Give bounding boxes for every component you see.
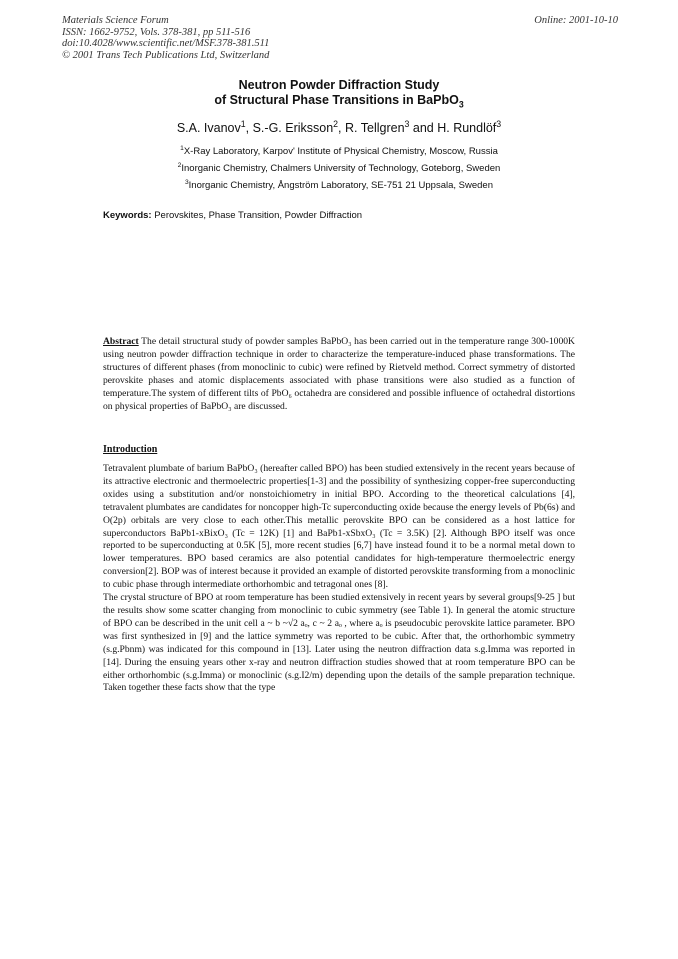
keywords-label: Keywords:	[103, 210, 152, 221]
doi-line: doi:10.4028/www.scientific.net/MSF.378-381.511	[62, 38, 270, 49]
paragraph: Tetravalent plumbate of barium BaPbO₃ (hereafter called BPO) has been studied extensively in the recent years because of its attractive electronic and thermoelectric properties[1-3] and the possibility of synthesizing copper-free superconducting oxides using a substitution and/or nonstoichiometry in initial BPO. According to the theoretical calculations [4], tetravalent plumbates are candidates for noncopper high-Tc superconducting oxide because the energy levels of Pb(6s) and O(2p) orbitals are very close to each other.This metallic perovskite BPO can be considered as a host lattice for superconductors BaPb1-xBixO₃ (Tc = 12K) [1] and BaPb1-xSbxO₃ (Tc = 3.5K) [2]. Although BPO itself was once reported to be superconducting at 0.5K [5], more recent studies [6,7] have instead found it to be a normal metal down to lower temperatures. BPO based ceramics are also potential candidates for high-temperature thermoelectric energy conversion[2]. BOP was of interest because it provided an example of distorted perovskite transforming from a monoclinic to cubic phase through intermediate orthorhombic and tetragonal ones [8].	[103, 463, 576, 591]
author-list	[0, 118, 678, 135]
affiliation-text: Inorganic Chemistry, Ångström Laboratory, SE-751 21 Uppsala, Sweden	[188, 180, 494, 191]
author	[252, 118, 345, 135]
author	[176, 118, 253, 135]
title-line-2-text: of Structural Phase Transitions in BaPbO	[214, 93, 459, 107]
abstract-label: Abstract	[103, 336, 139, 347]
section-heading-introduction: Introduction	[103, 444, 158, 455]
keywords	[103, 210, 362, 221]
author-affil-mark: 2	[333, 118, 339, 129]
abstract	[103, 336, 575, 413]
abstract-text: The detail structural study of powder samples BaPbO₃ has been carried out in the temperature range 300-1000K using neutron powder diffraction technique in order to characterize the temperature-induced phase transformations. The structures of different phases (from monoclinic to cubic) were refined by Rietveld method. Correct symmetry of distorted perovskite phases and atomic displacements associated with phase transitions were also studied as a function of temperature.The system of different tilts of PbO₆ octahedra are considered and possible influence of octahedral distortions on physical properties of BaPbO₃ are discussed.	[103, 336, 575, 412]
affiliation-mark: 1	[180, 144, 184, 152]
keywords-text: Perovskites, Phase Transition, Powder Diffraction	[151, 210, 363, 221]
affiliation-text: X-Ray Laboratory, Karpov' Institute of Physical Chemistry, Moscow, Russia	[183, 146, 498, 157]
author-affil-mark: 3	[404, 118, 410, 129]
paragraph: The crystal structure of BPO at room temperature has been studied extensively in recent years by several groups[9-25 ] but the results show some scatter changing from monoclinic to cubic symmetry (see Table 1). In general the atomic structure of BPO can be described in the unit cell a ~ b ~√2 aₒ, c ~ 2 aₒ , where aₒ is pseudocubic perovskite lattice parameter. BPO was first synthesized in [9] and the lattice symmetry was reported to be cubic. After that, the orthorhombic symmetry (s.g.Pbnm) was indicated for this compound in [13]. Later using the neutron diffraction data s.g.Imma was reported in [14]. During the ensuing years other x-ray and neutron diffraction studies showed that at room temperature BPO can be either orthorhombic (s.g.Imma) or monoclinic (s.g.I2/m) depending upon the details of the sample preparation technique. Taken together these facts show that the type	[103, 592, 575, 694]
affiliation	[0, 160, 678, 177]
affiliation	[0, 177, 678, 194]
author	[437, 118, 502, 135]
issn-line: ISSN: 1662-9752, Vols. 378-381, pp 511-516	[62, 26, 251, 38]
author-name: H. Rundlöf	[437, 121, 497, 135]
author-separator: ,	[338, 121, 345, 135]
introduction-body	[103, 463, 575, 695]
author-affil-mark: 1	[240, 118, 246, 129]
author-name: S.-G. Eriksson	[252, 121, 334, 135]
affiliation-mark: 2	[177, 161, 182, 169]
author-affil-mark: 3	[496, 118, 502, 129]
affiliation-text: Inorganic Chemistry, Chalmers University of Technology, Goteborg, Sweden	[181, 163, 501, 174]
author-name: S.A. Ivanov	[176, 121, 241, 135]
affiliation	[0, 143, 678, 160]
title-line-2	[0, 93, 678, 108]
journal-name: Materials Science Forum	[62, 15, 169, 26]
online-date: Online: 2001-10-10	[534, 15, 618, 26]
author-name: R. Tellgren	[345, 121, 405, 135]
author	[345, 118, 438, 135]
copyright-line: © 2001 Trans Tech Publications Ltd, Switzerland	[62, 49, 270, 61]
header-meta	[62, 15, 269, 61]
affiliation-mark: 3	[184, 178, 189, 186]
title-subscript: 3	[458, 99, 464, 110]
author-separator: and	[409, 121, 438, 135]
author-separator: ,	[245, 121, 253, 135]
affiliation-list	[0, 143, 678, 194]
paper-title	[0, 78, 678, 108]
title-line-1: Neutron Powder Diffraction Study	[238, 78, 440, 92]
